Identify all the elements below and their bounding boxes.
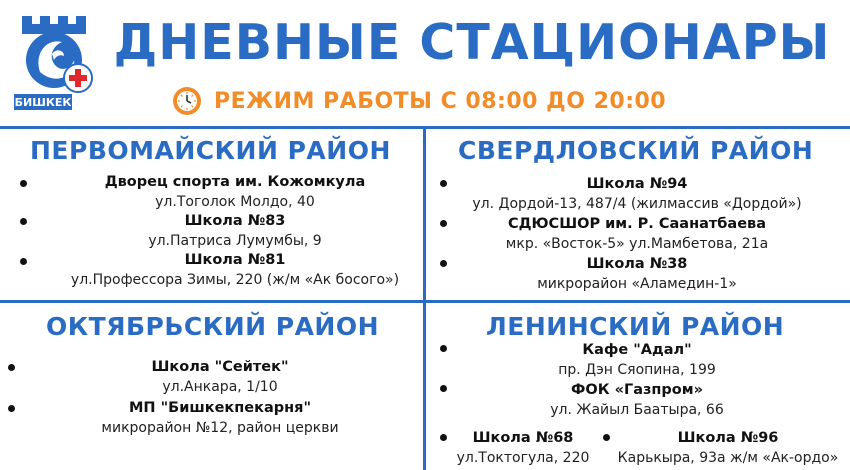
working-hours-row	[172, 84, 666, 118]
working-hours-text: РЕЖИМ РАБОТЫ С 08:00 ДО 20:00	[214, 88, 667, 114]
list-item	[448, 428, 598, 468]
bullet	[8, 405, 15, 412]
facility-address: ул.Тоголок Молдо, 40	[155, 194, 315, 210]
facility-name: Школа №94	[586, 176, 688, 192]
facility-address: микрорайон №12, район церкви	[101, 420, 339, 436]
bullet	[20, 258, 27, 265]
bullet	[440, 180, 447, 187]
bullet	[440, 385, 447, 392]
facility-name: СДЮСШОР им. Р. Саанатбаева	[507, 216, 766, 232]
divider-vertical	[423, 126, 426, 470]
facility-address: пр. Дэн Сяопина, 199	[558, 362, 716, 378]
facility-address: ул. Дордой-13, 487/4 (жилмассив «Дордой»)	[472, 196, 802, 212]
clock-icon	[172, 86, 202, 116]
facility-name: ФОК «Газпром»	[570, 382, 703, 398]
bishkek-logo	[12, 14, 96, 112]
list-item	[30, 357, 410, 397]
page-title: ДНЕВНЫЕ СТАЦИОНАРЫ	[113, 14, 831, 71]
district-title-pervomaisky: ПЕРВОМАЙСКИЙ РАЙОН	[30, 136, 391, 165]
bullet	[20, 180, 27, 187]
list-item	[452, 340, 822, 380]
bullet	[8, 364, 15, 371]
facility-address: ул. Жайыл Баатыра, 66	[550, 402, 724, 418]
bullet	[440, 260, 447, 267]
facility-name: Школа №68	[472, 430, 574, 446]
facility-name: Школа №83	[184, 213, 286, 229]
bullet	[603, 434, 610, 441]
district-title-leninsky: ЛЕНИНСКИЙ РАЙОН	[486, 312, 785, 341]
facility-address: ул.Токтогула, 220	[456, 450, 590, 466]
bullet	[20, 218, 27, 225]
bullet	[440, 220, 447, 227]
facility-address: Карькыра, 93а ж/м «Ак-ордо»	[617, 450, 839, 466]
facility-address: ул.Патриса Лумумбы, 9	[148, 233, 322, 249]
facility-name: МП "Бишкекпекарня"	[128, 400, 312, 416]
list-item	[60, 172, 410, 212]
list-item	[30, 398, 410, 438]
logo-text: БИШКЕК	[14, 96, 72, 109]
facility-address: мкр. «Восток-5» ул.Мамбетова, 21а	[505, 236, 769, 252]
list-item	[612, 428, 844, 468]
bullet	[440, 345, 447, 352]
facility-address: микрорайон «Аламедин-1»	[537, 276, 737, 292]
facility-name: Школа №38	[586, 256, 688, 272]
facility-address: ул.Профессора Зимы, 220 (ж/м «Ак босого»)	[70, 272, 400, 288]
facility-address: ул.Анкара, 1/10	[162, 379, 278, 395]
bullet	[440, 434, 447, 441]
list-item	[30, 250, 440, 290]
facility-name: Кафе "Адал"	[582, 342, 692, 358]
list-item	[452, 254, 822, 294]
facility-name: Школа №81	[184, 252, 286, 268]
facility-name: Дворец спорта им. Кожомкула	[104, 174, 366, 190]
list-item	[452, 380, 822, 420]
district-title-oktyabrsky: ОКТЯБРЬСКИЙ РАЙОН	[46, 312, 380, 341]
facility-name: Школа "Сейтек"	[151, 359, 289, 375]
list-item	[452, 174, 822, 214]
district-title-sverdlovsky: СВЕРДЛОВСКИЙ РАЙОН	[458, 136, 814, 165]
list-item	[60, 211, 410, 251]
list-item	[452, 214, 822, 254]
facility-name: Школа №96	[677, 430, 779, 446]
